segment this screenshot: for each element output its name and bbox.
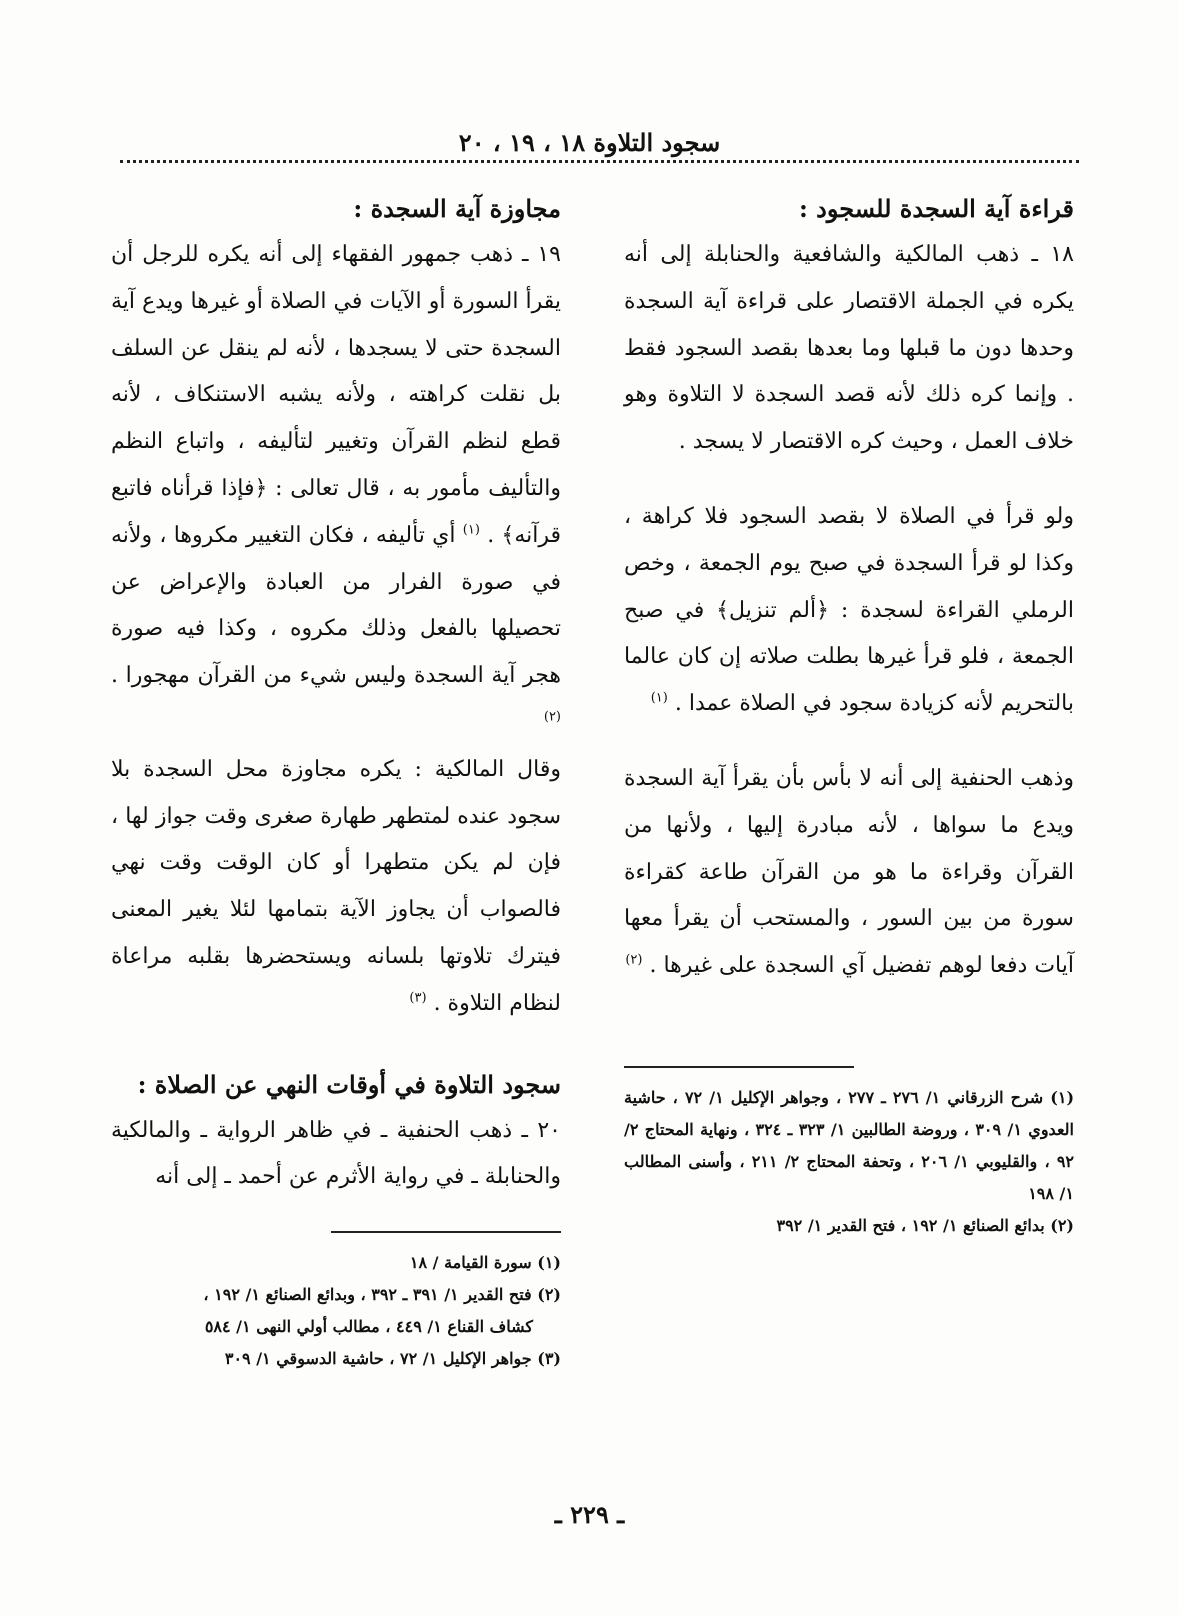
paragraph-hanafi-view <box>624 756 1074 990</box>
section-heading-forbidden-times: سجود التلاوة في أوقات النهي عن الصلاة : <box>137 1069 561 1099</box>
page-number: ـ ٢٢٩ ـ <box>554 1500 625 1529</box>
footnote-rule <box>331 1231 561 1233</box>
footnote-marker: (٣) <box>409 990 427 1006</box>
footnote-1: (١) سورة القيامة / ١٨ <box>409 1253 561 1273</box>
paragraph-text: وقال المالكية : يكره مجاوزة محل السجدة بلا سجود عنده لمتطهر طهارة صغرى وقت جواز لها ، فإن لم يكن متطهرا أو كان الوقت وقت نهي فالصواب أن يجاوز الآية بتمامها لئلا يغير المعنى فيترك تلاوتها بلسانه ويستحضرها بقلبه مراعاة لنظام التلاوة . <box>111 756 561 1016</box>
paragraph-text: وذهب الحنفية إلى أنه لا بأس بأن يقرأ آية السجدة ويدع ما سواها ، لأنه مبادرة إليها ، ولأنها من القرآن وقراءة ما هو من القرآن طاعة كقراءة سورة من بين السور ، والمستحب أن يقرأ معها آيات دفعا لوهم تفضيل آي السجدة على غيرها . <box>624 765 1074 979</box>
footnote-marker: (١) <box>650 690 668 706</box>
paragraph-text: ١٩ ـ ذهب جمهور الفقهاء إلى أنه يكره للرجل أن يقرأ السورة أو الآيات في الصلاة أو غيرها ويدع آية السجدة حتى لا يسجدها ، لأنه لم ينقل عن السلف بل نقلت كراهته ، ولأنه يشبه الاستنكاف ، لأنه قطع لنظم القرآن وتغيير لتأليفه ، واتباع النظم والتأليف مأمور به ، قال تعالى : ﴿فإذا قرأناه فاتبع قرآنه﴾ . <box>111 242 562 548</box>
left-column <box>111 190 561 1375</box>
right-column <box>624 190 1074 1242</box>
paragraph-text: ولو قرأ في الصلاة لا بقصد السجود فلا كراهة ، وكذا لو قرأ السجدة في صبح يوم الجمعة ، وخص الرملي القراءة لسجدة : ﴿ألم تنزيل﴾ في صبح الجمعة ، فلو قرأ غيرها بطلت صلاته إن كان عالما بالتحريم لأنه كزيادة سجود في الصلاة عمدا . <box>624 503 1074 717</box>
footnote-1: (١) شرح الزرقاني ١/ ٢٧٦ ـ ٢٧٧ ، وجواهر الإكليل ١/ ٧٢ ، حاشية العدوي ١/ ٣٠٩ ، وروضة الطالبين ١/ ٣٢٣ ـ ٣٢٤ ، ونهاية المحتاج ٢/ ٩٢ ، والقليوبي ١/ ٢٠٦ ، وتحفة المحتاج ٢/ ٢١١ ، وأسنى المطالب ١/ ١٩٨ <box>624 1087 1075 1203</box>
footnote-3: (٣) جواهر الإكليل ١/ ٧٢ ، حاشية الدسوقي ١/ ٣٠٩ <box>224 1349 561 1369</box>
paragraph-18: ١٨ ـ ذهب المالكية والشافعية والحنابلة إلى أنه يكره في الجملة الاقتصار على قراءة آية السجدة وحدها دون ما قبلها وما بعدها بقصد السجود فقط . وإنما كره ذلك لأنه قصد السجدة لا التلاوة وهو خلاف العمل ، وحيث كره الاقتصار لا يسجد . <box>624 242 1074 455</box>
footnote-marker: (٢) <box>625 952 643 968</box>
footnote-2: (٢) بدائع الصنائع ١/ ١٩٢ ، فتح القدير ١/ ٣٩٢ <box>776 1215 1074 1235</box>
paragraph-19 <box>111 232 561 747</box>
section-heading-skipping-sajda: مجاوزة آية السجدة : <box>353 194 561 223</box>
paragraph-20: ٢٠ ـ ذهب الحنفية ـ في ظاهر الرواية ـ والمالكية والحنابلة ـ في رواية الأثرم عن أحمد ـ إلى أنه <box>111 1117 561 1190</box>
header-dotted-rule <box>120 160 1079 163</box>
footnote-marker: (٢) <box>543 709 561 725</box>
running-header: سجود التلاوة ١٨ ، ١٩ ، ٢٠ <box>458 128 721 157</box>
footnote-rule <box>624 1066 854 1068</box>
paragraph-text-continued: أي تأليفه ، فكان التغيير مكروها ، ولأنه في صورة الفرار من العبادة والإعراض عن تحصيلها بالفعل وذلك مكروه ، وكذا فيه صورة هجر آية السجدة وليس شيء من القرآن مهجورا . <box>111 522 561 689</box>
paragraph-maliki-view <box>111 747 561 1028</box>
footnote-2: (٢) فتح القدير ١/ ٣٩١ ـ ٣٩٢ ، وبدائع الصنائع ١/ ١٩٢ ، <box>203 1285 561 1305</box>
section-heading-reading-sajda: قراءة آية السجدة للسجود : <box>798 194 1074 223</box>
footnote-marker: (١) <box>462 522 480 538</box>
paragraph-prayer-reading <box>624 494 1074 728</box>
footnote-2-continued: كشاف القناع ١/ ٤٤٩ ، مطالب أولي النهى ١/ ٥٨٤ <box>204 1317 533 1337</box>
